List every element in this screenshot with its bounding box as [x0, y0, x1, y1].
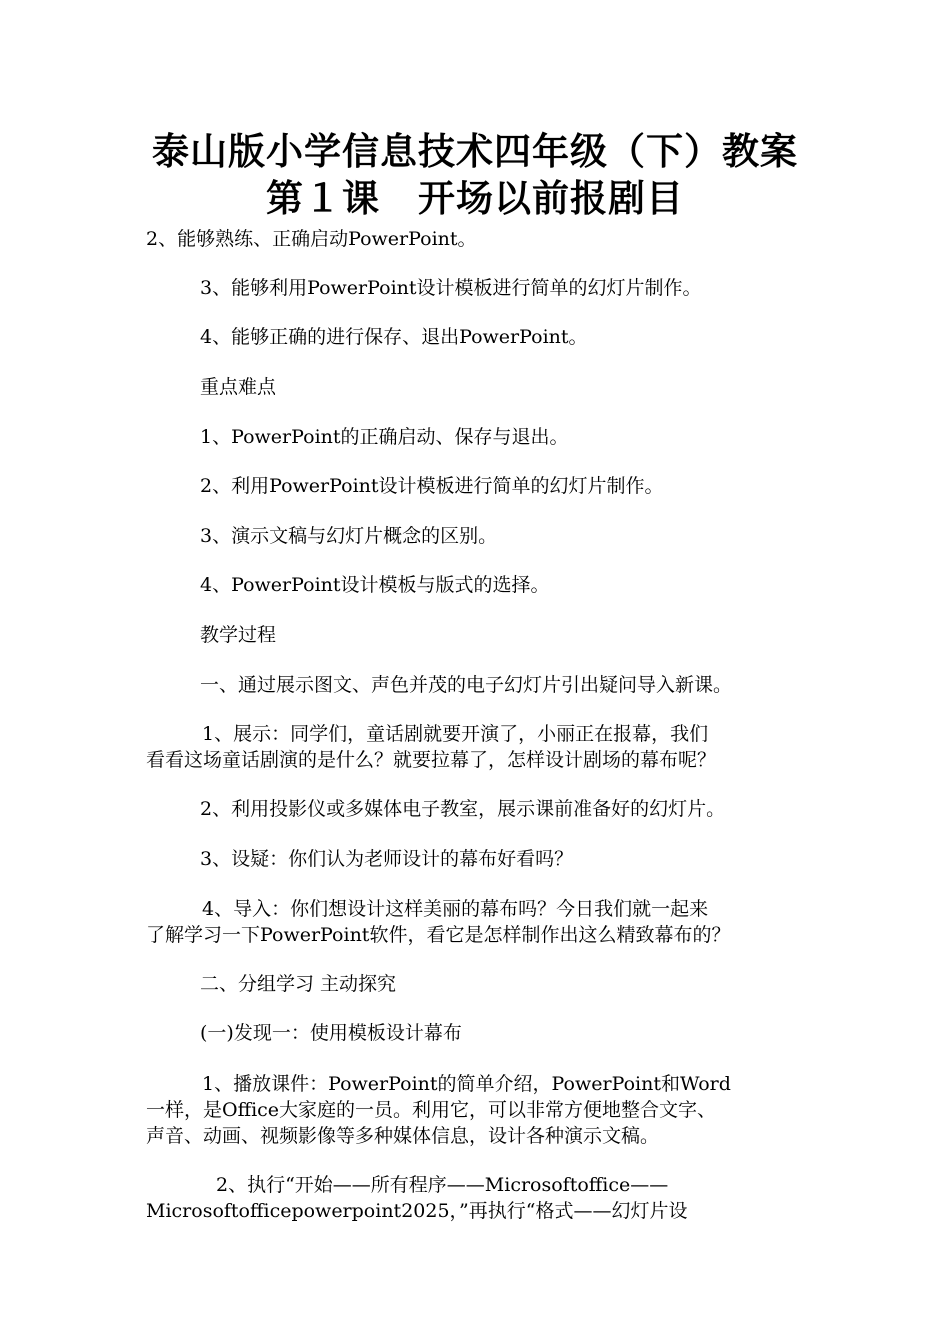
paragraph-key-3: 3、演示文稿与幻灯片概念的区别。	[200, 525, 498, 547]
paragraph-line: 4、导入：你们想设计这样美丽的幕布吗？今日我们就一起来	[202, 898, 709, 920]
paragraph-goal-2: 2、能够熟练、正确启动PowerPoint。	[146, 228, 477, 250]
paragraph-play-courseware	[146, 1071, 814, 1149]
paragraph-step-1: 一、通过展示图文、声色并茂的电子幻灯片引出疑问导入新课。	[200, 674, 733, 696]
paragraph-goal-4: 4、能够正确的进行保存、退出PowerPoint。	[200, 326, 588, 348]
paragraph-projector: 2、利用投影仪或多媒体电子教室，展示课前准备好的幻灯片。	[200, 798, 726, 820]
section-heading-process: 教学过程	[200, 624, 277, 646]
paragraph-show	[146, 721, 814, 773]
paragraph-key-4: 4、PowerPoint设计模板与版式的选择。	[200, 574, 550, 596]
paragraph-line: 一样，是Office大家庭的一员。利用它，可以非常方便地整合文字、	[146, 1099, 717, 1121]
paragraph-line: 声音、动画、视频影像等多种媒体信息，设计各种演示文稿。	[146, 1125, 660, 1147]
paragraph-key-1: 1、PowerPoint的正确启动、保存与退出。	[200, 426, 569, 448]
paragraph-line: 看看这场童话剧演的是什么？就要拉幕了，怎样设计剧场的幕布呢？	[146, 749, 717, 771]
subsection-heading-discover: (一)发现一：使用模板设计幕布	[200, 1022, 462, 1044]
lesson-title: 第１课 开场以前报剧目	[266, 176, 684, 220]
paragraph-line: 了解学习一下PowerPoint软件，看它是怎样制作出这么精致幕布的？	[146, 924, 731, 946]
paragraph-key-2: 2、利用PowerPoint设计模板进行简单的幻灯片制作。	[200, 475, 664, 497]
paragraph-intro	[146, 896, 814, 948]
section-heading-key-points: 重点难点	[200, 376, 277, 398]
paragraph-line: 1、展示：同学们，童话剧就要开演了，小丽正在报幕，我们	[202, 723, 709, 745]
paragraph-execute	[146, 1172, 814, 1224]
paragraph-goal-3: 3、能够利用PowerPoint设计模板进行简单的幻灯片制作。	[200, 277, 702, 299]
section-heading-group-study: 二、分组学习 主动探究	[200, 973, 397, 995]
document-title: 泰山版小学信息技术四年级（下）教案	[152, 129, 798, 173]
paragraph-line: 1、播放课件：PowerPoint的简单介绍，PowerPoint和Word	[202, 1073, 731, 1095]
paragraph-line: 2、执行“开始——所有程序——Microsoftoffice——	[216, 1174, 669, 1196]
paragraph-question: 3、设疑：你们认为老师设计的幕布好看吗？	[200, 848, 574, 870]
paragraph-line: Microsoftofficepowerpoint2025，”再执行“格式——幻灯片设	[146, 1200, 688, 1222]
